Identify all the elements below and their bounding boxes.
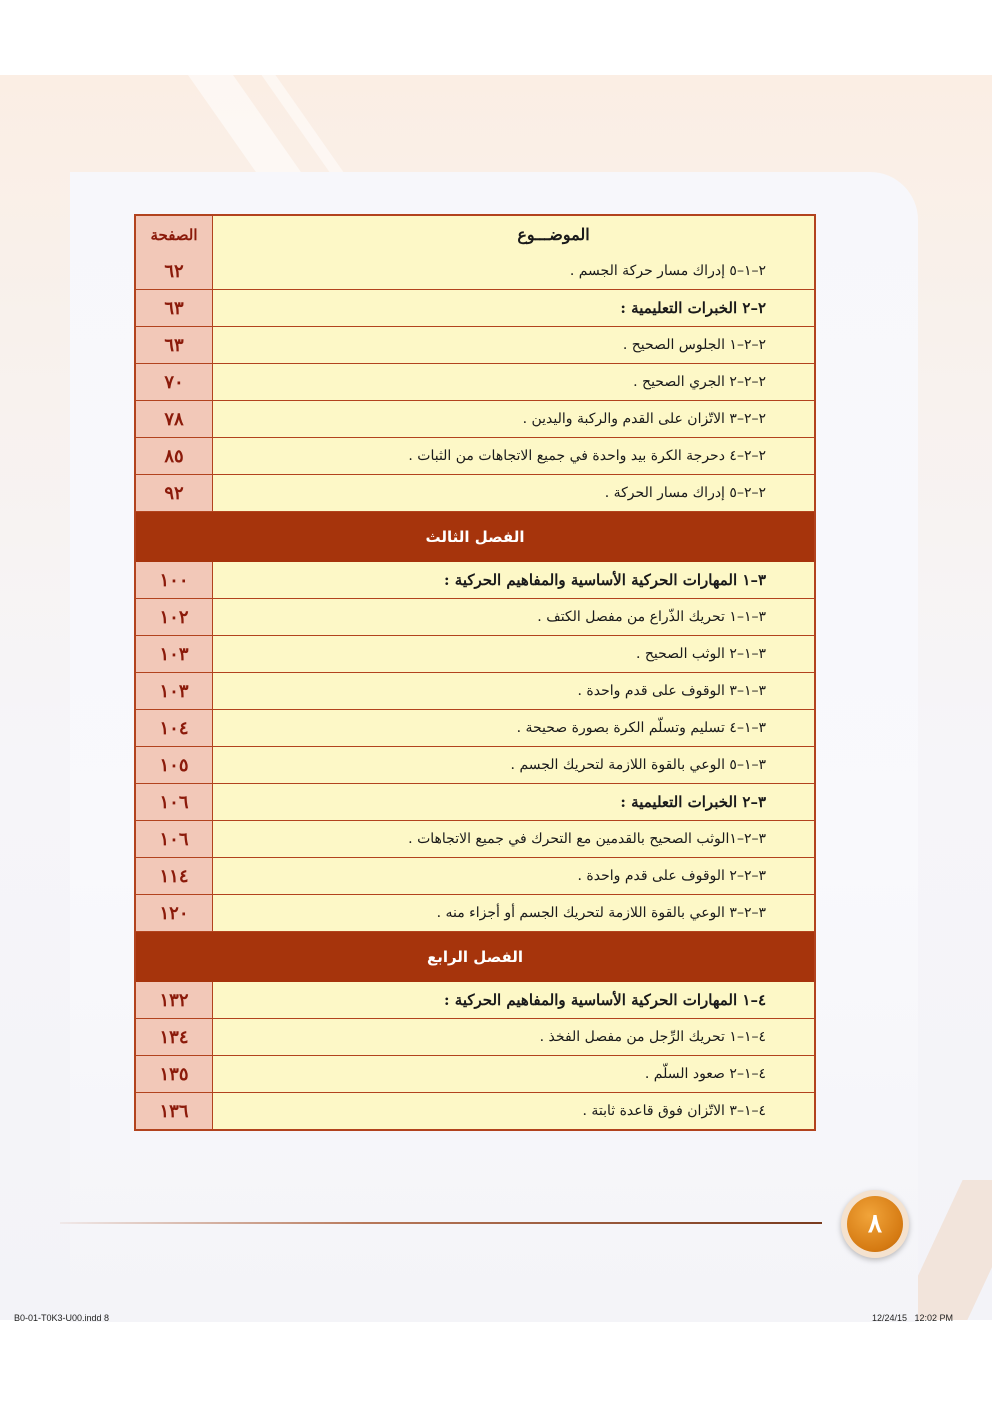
topic-column-header: الموضـــوع	[213, 216, 814, 253]
toc-row	[136, 820, 814, 857]
table-of-contents	[134, 214, 816, 1131]
toc-page-number: ٦٣	[136, 327, 213, 363]
print-slug-file: B0-01-T0K3-U00.indd 8	[14, 1313, 110, 1323]
toc-row	[136, 672, 814, 709]
toc-topic: ٢–٢ الخبرات التعليمية :	[213, 290, 814, 326]
toc-page-number: ١٣٢	[136, 982, 213, 1018]
print-slug-date: 12/24/15 12:02 PM	[872, 1313, 954, 1323]
toc-page-number: ٨٥	[136, 438, 213, 474]
toc-page-number: ١٠٣	[136, 636, 213, 672]
toc-topic: ٢–٢–١ الجلوس الصحيح .	[213, 327, 814, 363]
toc-section-chapter4	[136, 982, 814, 1129]
toc-page-number: ١٢٠	[136, 895, 213, 931]
toc-topic: ٢–٢–٢ الجري الصحيح .	[213, 364, 814, 400]
toc-row	[136, 709, 814, 746]
toc-page-number: ١٣٥	[136, 1056, 213, 1092]
toc-row	[136, 783, 814, 820]
toc-topic: ٤–١–٢ صعود السلّم .	[213, 1056, 814, 1092]
toc-row	[136, 474, 814, 511]
toc-topic: ٣–١–٥ الوعي بالقوة اللازمة لتحريك الجسم .	[213, 747, 814, 783]
toc-page-number: ١٠٦	[136, 821, 213, 857]
toc-topic: ٣–٢–٣ الوعي بالقوة اللازمة لتحريك الجسم أو أجزاء منه .	[213, 895, 814, 931]
toc-row	[136, 1092, 814, 1129]
toc-topic: ٤–١ المهارات الحركية الأساسية والمفاهيم الحركية :	[213, 982, 814, 1018]
toc-row	[136, 562, 814, 598]
toc-topic: ٣–١–٣ الوقوف على قدم واحدة .	[213, 673, 814, 709]
toc-row	[136, 363, 814, 400]
toc-topic: ٣–٢–١الوثب الصحيح بالقدمين مع التحرك في جميع الاتجاهات .	[213, 821, 814, 857]
toc-page-number: ١١٤	[136, 858, 213, 894]
toc-topic: ٢–٢–٤ دحرجة الكرة بيد واحدة في جميع الاتجاهات من الثبات .	[213, 438, 814, 474]
toc-topic: ٣–١–٤ تسليم وتسلّم الكرة بصورة صحيحة .	[213, 710, 814, 746]
toc-page-number: ٦٢	[136, 253, 213, 289]
toc-topic: ٣–١ المهارات الحركية الأساسية والمفاهيم الحركية :	[213, 562, 814, 598]
toc-topic: ٣–١–١ تحريك الذّراع من مفصل الكتف .	[213, 599, 814, 635]
toc-row	[136, 289, 814, 326]
toc-row	[136, 894, 814, 931]
toc-page-number: ١٠٥	[136, 747, 213, 783]
toc-page-number: ٩٢	[136, 475, 213, 511]
toc-section-chapter2	[136, 253, 814, 511]
toc-row	[136, 857, 814, 894]
toc-page-number: ٦٣	[136, 290, 213, 326]
toc-row	[136, 437, 814, 474]
toc-row	[136, 1018, 814, 1055]
page-number: ٨	[847, 1196, 903, 1252]
toc-row	[136, 1055, 814, 1092]
toc-page-number: ١٠٠	[136, 562, 213, 598]
toc-section-chapter3	[136, 562, 814, 931]
toc-page-number: ١٠٢	[136, 599, 213, 635]
toc-page-number: ٧٠	[136, 364, 213, 400]
page-column-header: الصفحة	[136, 216, 213, 253]
chapter-heading-3: الفصل الثالث	[136, 511, 814, 562]
toc-topic: ٣–٢ الخبرات التعليمية :	[213, 784, 814, 820]
toc-page-number: ١٣٦	[136, 1093, 213, 1129]
toc-topic: ٢–٢–٣ الاتّزان على القدم والركبة واليدين .	[213, 401, 814, 437]
toc-header-row	[136, 216, 814, 253]
footer-divider	[60, 1222, 822, 1224]
toc-row	[136, 635, 814, 672]
toc-topic: ٣–١–٢ الوثب الصحيح .	[213, 636, 814, 672]
toc-row	[136, 400, 814, 437]
toc-row	[136, 598, 814, 635]
toc-row	[136, 253, 814, 289]
toc-row	[136, 746, 814, 783]
toc-topic: ٢–٢–٥ إدراك مسار الحركة .	[213, 475, 814, 511]
toc-page-number: ٧٨	[136, 401, 213, 437]
page-number-badge	[841, 1190, 909, 1258]
chapter-heading-4: الفصل الرابع	[136, 931, 814, 982]
toc-page-number: ١٠٣	[136, 673, 213, 709]
toc-topic: ٢–١–٥ إدراك مسار حركة الجسم .	[213, 253, 814, 289]
toc-page-number: ١٠٦	[136, 784, 213, 820]
toc-row	[136, 326, 814, 363]
toc-topic: ٤–١–٣ الاتّزان فوق قاعدة ثابتة .	[213, 1093, 814, 1129]
toc-topic: ٣–٢–٢ الوقوف على قدم واحدة .	[213, 858, 814, 894]
toc-topic: ٤–١–١ تحريك الرِّجل من مفصل الفخذ .	[213, 1019, 814, 1055]
toc-page-number: ١٣٤	[136, 1019, 213, 1055]
toc-row	[136, 982, 814, 1018]
toc-page-number: ١٠٤	[136, 710, 213, 746]
